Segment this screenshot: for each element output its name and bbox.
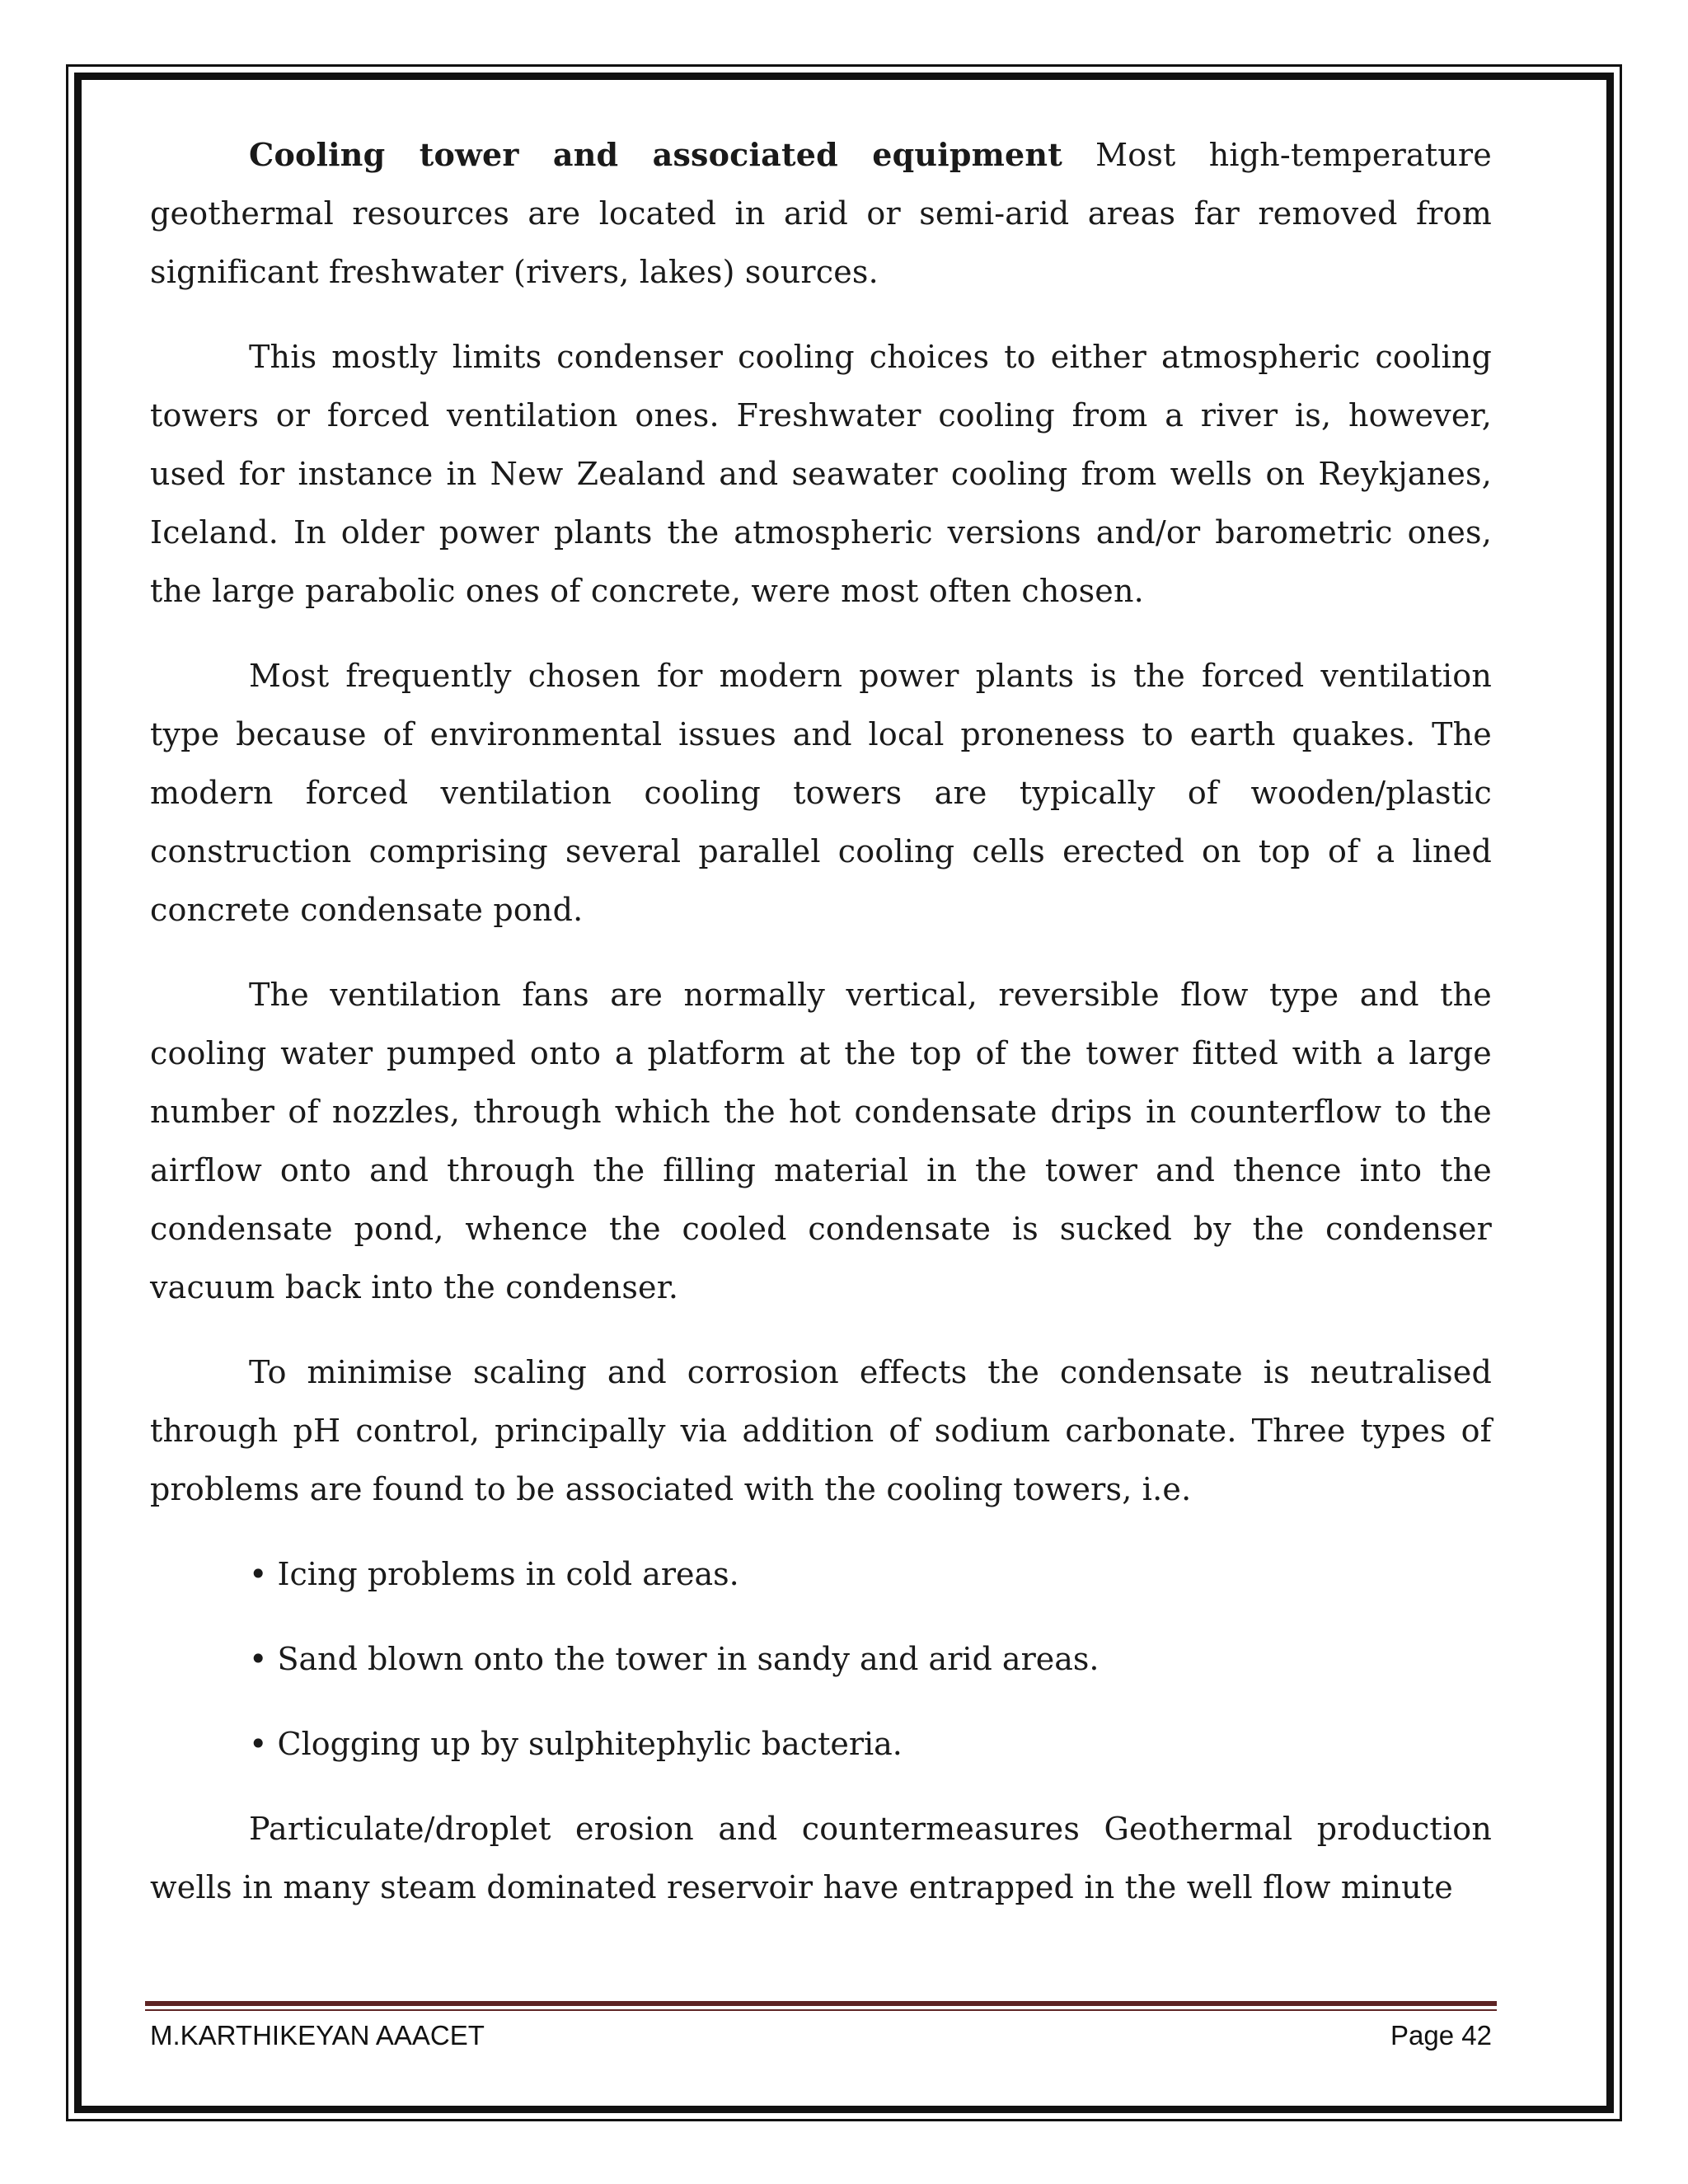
paragraph-condenser-choices: This mostly limits condenser cooling choices to either atmospheric cooling towers or forced ventilation ones. Freshwater cooling from a river is, however, used for instance in New Zealand and seawater cooling from wells on Reykjanes, Iceland. In older power plants the atmospheric versions and/or barometric ones, the large parabolic ones of concrete, were most often chosen. (150, 339, 1492, 609)
paragraph-text: Most high-temperature geothermal resources are located in arid or semi-arid areas far removed from significant freshwater (rivers, lakes) sources. (150, 137, 1492, 290)
footer-rule-thick (145, 2001, 1497, 2006)
list-item: • Clogging up by sulphitephylic bacteria. (249, 1726, 903, 1762)
paragraph-forced-ventilation: Most frequently chosen for modern power plants is the forced ventilation type because of environmental issues and local proneness to earth quakes. The modern forced ventilation cooling towers are typically of wooden/plastic construction comprising several parallel cooling cells erected on top of a lined concrete condensate pond. (150, 658, 1492, 928)
paragraph-ventilation-fans: The ventilation fans are normally vertical, reversible flow type and the cooling water pumped onto a platform at the top of the tower fitted with a large number of nozzles, through which the hot condensate drips in counterflow to the airflow onto and through the filling material in the tower and thence into the condensate pond, whence the cooled condensate is sucked by the condenser vacuum back into the condenser. (150, 977, 1492, 1305)
page-body (150, 125, 1492, 1943)
footer-rule-thin (145, 2009, 1497, 2011)
footer-page-number: Page 42 (1390, 2020, 1492, 2050)
paragraph-particulate-erosion: Particulate/droplet erosion and countermeasures Geothermal production wells in many steam dominated reservoir have entrapped in the well flow minute (150, 1811, 1492, 1905)
paragraph-heading: Cooling tower and associated equipment (249, 136, 1062, 173)
list-item: • Icing problems in cold areas. (249, 1556, 739, 1592)
problem-list (150, 1545, 1492, 1774)
footer-author: M.KARTHIKEYAN AAACET (150, 2020, 485, 2050)
list-item: • Sand blown onto the tower in sandy and arid areas. (249, 1641, 1100, 1677)
page-footer (150, 2016, 1492, 2055)
paragraph-cooling-tower (150, 125, 1492, 302)
paragraph-scaling-corrosion: To minimise scaling and corrosion effects the condensate is neutralised through pH control, principally via addition of sodium carbonate. Three types of problems are found to be associated with the cooling towers, i.e. (150, 1354, 1492, 1507)
